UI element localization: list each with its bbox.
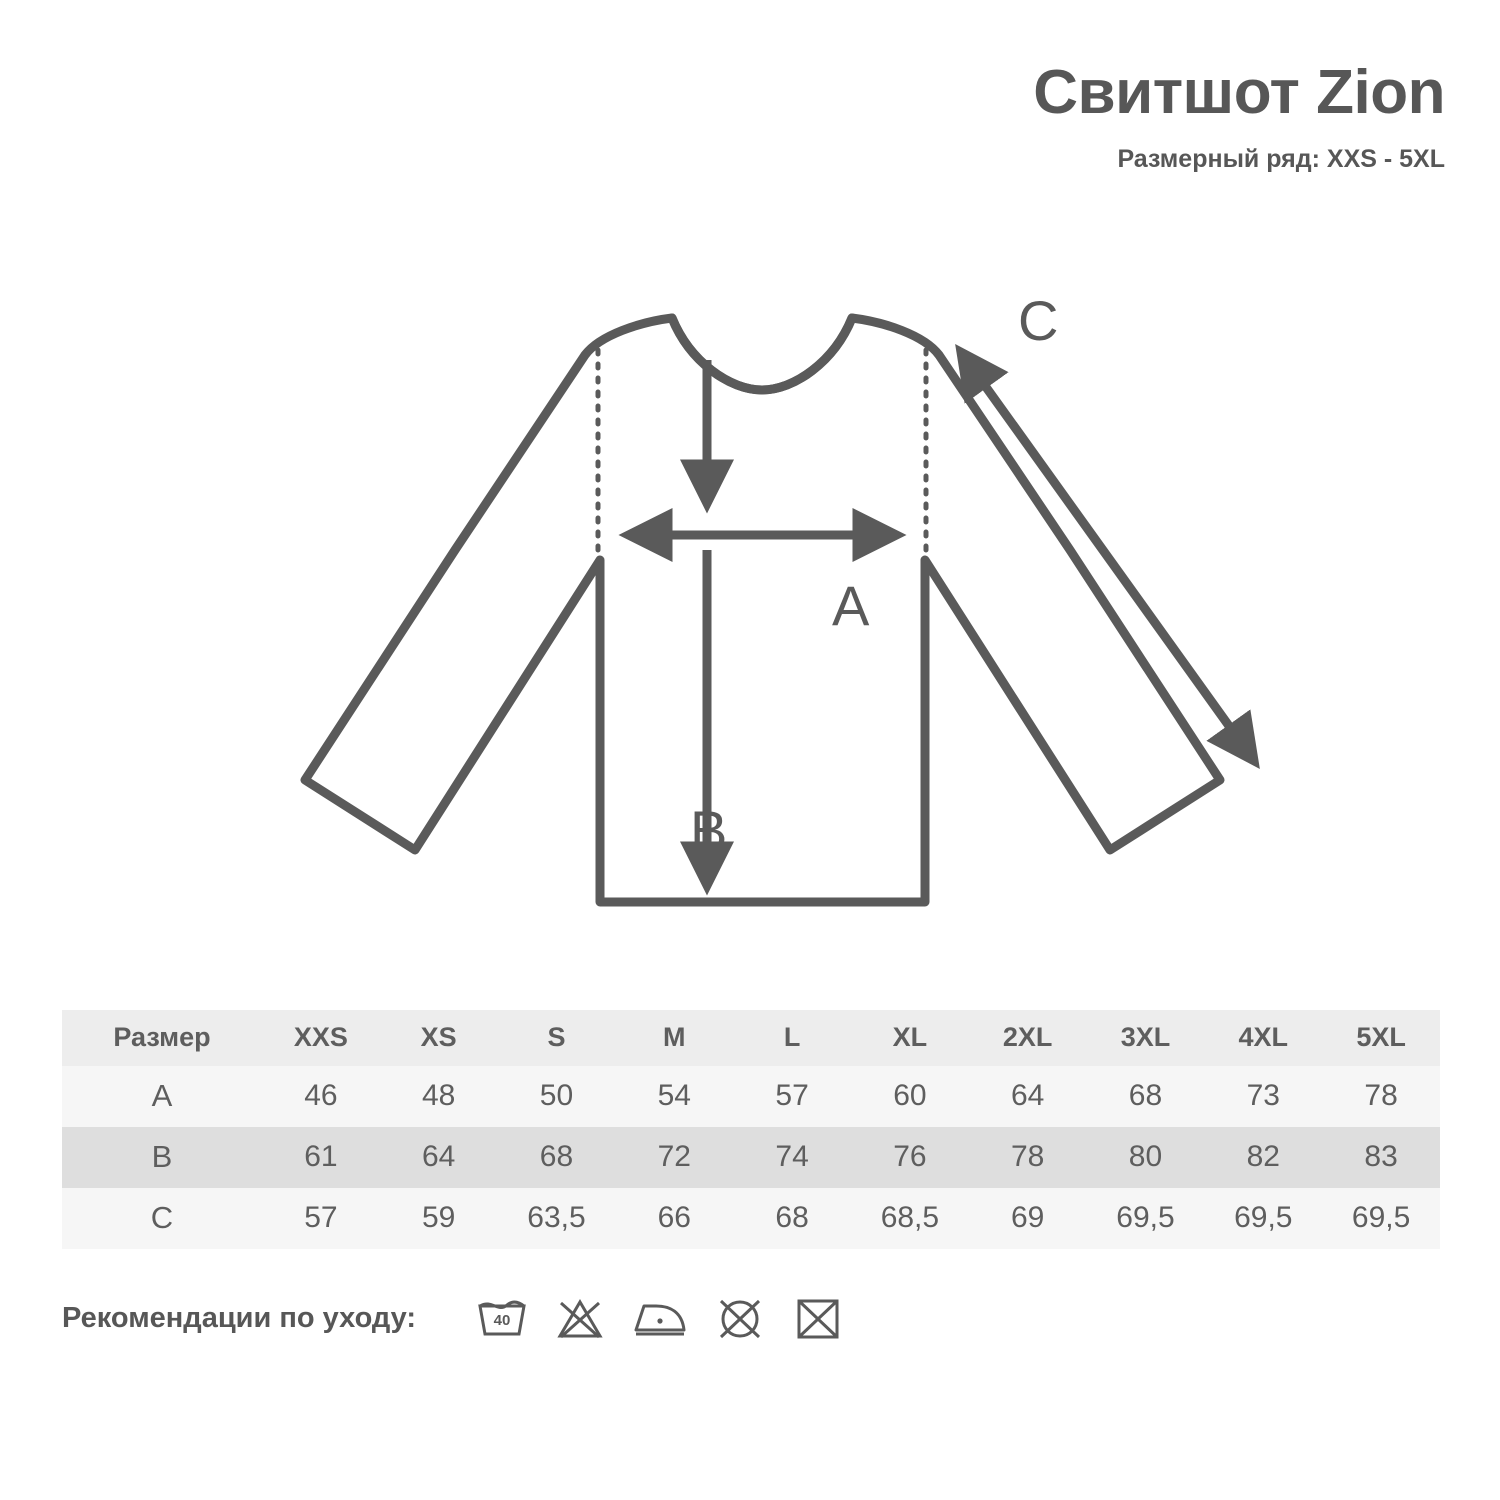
cell-a-l: 57 [775, 1079, 809, 1112]
column-header-s: S [547, 1022, 566, 1052]
care-icon-list [474, 1290, 846, 1346]
column-header-xl: XL [892, 1022, 928, 1052]
header [1033, 60, 1445, 174]
cell-b-xl: 76 [893, 1140, 927, 1173]
cell-b-3xl: 80 [1128, 1140, 1163, 1173]
cell-b-5xl: 83 [1364, 1140, 1398, 1173]
column-header-size: Размер [113, 1022, 211, 1052]
row-label-c: C [150, 1200, 174, 1235]
table-row [62, 1127, 1440, 1188]
column-header-4xl: 4XL [1238, 1022, 1289, 1052]
diagram-label-b: B [690, 799, 728, 862]
cell-c-5xl: 69,5 [1351, 1201, 1411, 1234]
cell-a-xxs: 46 [304, 1079, 338, 1112]
row-label-a: A [151, 1078, 173, 1113]
column-header-xxs: XXS [293, 1022, 348, 1052]
diagram-label-a: A [832, 574, 870, 637]
cell-c-2xl: 69 [1010, 1201, 1045, 1234]
column-header-l: L [783, 1022, 801, 1052]
column-header-xs: XS [420, 1022, 457, 1052]
no-tumble-dry-icon [790, 1290, 846, 1346]
cell-b-2xl: 78 [1010, 1140, 1045, 1173]
cell-a-s: 50 [539, 1079, 574, 1112]
cell-a-xl: 60 [893, 1079, 927, 1112]
size-table [62, 1010, 1440, 1249]
cell-a-4xl: 73 [1246, 1079, 1280, 1112]
page-title: Свитшот Zion [1033, 58, 1445, 127]
cell-b-l: 74 [775, 1140, 809, 1173]
no-dryclean-icon [712, 1290, 768, 1346]
cell-a-xs: 48 [422, 1079, 456, 1112]
cell-b-xxs: 61 [304, 1140, 338, 1173]
cell-c-s: 63,5 [527, 1201, 586, 1234]
cell-c-3xl: 69,5 [1116, 1201, 1175, 1234]
cell-b-s: 68 [539, 1140, 574, 1173]
table-row [62, 1066, 1440, 1127]
cell-a-2xl: 64 [1010, 1079, 1045, 1112]
care-label: Рекомендации по уходу: [62, 1301, 417, 1334]
cell-c-l: 68 [775, 1201, 809, 1234]
diagram-label-c: C [1018, 289, 1059, 352]
column-header-5xl: 5XL [1356, 1022, 1406, 1052]
cell-a-m: 54 [657, 1079, 691, 1112]
table-header-row [62, 1010, 1440, 1066]
column-header-2xl: 2XL [1002, 1022, 1053, 1052]
wash-temperature-text: 40 [493, 1312, 511, 1329]
wash-40-icon [474, 1290, 530, 1346]
table-row [62, 1188, 1440, 1249]
cell-b-m: 72 [657, 1140, 691, 1173]
cell-c-xs: 59 [422, 1201, 456, 1234]
cell-a-5xl: 78 [1364, 1079, 1398, 1112]
iron-low-icon [630, 1290, 690, 1346]
cell-c-xxs: 57 [304, 1201, 338, 1234]
cell-a-3xl: 68 [1128, 1079, 1163, 1112]
cell-c-4xl: 69,5 [1234, 1201, 1293, 1234]
garment-diagram [0, 250, 1500, 950]
no-bleach-icon [552, 1290, 608, 1346]
care-instructions [62, 1290, 846, 1346]
column-header-3xl: 3XL [1120, 1022, 1171, 1052]
cell-c-m: 66 [657, 1201, 691, 1234]
cell-b-4xl: 82 [1246, 1140, 1280, 1173]
cell-b-xs: 64 [422, 1140, 456, 1173]
column-header-m: M [663, 1022, 686, 1052]
cell-c-xl: 68,5 [880, 1201, 940, 1234]
row-label-b: B [151, 1139, 173, 1174]
size-range-subtitle: Размерный ряд: XXS - 5XL [1117, 145, 1445, 174]
